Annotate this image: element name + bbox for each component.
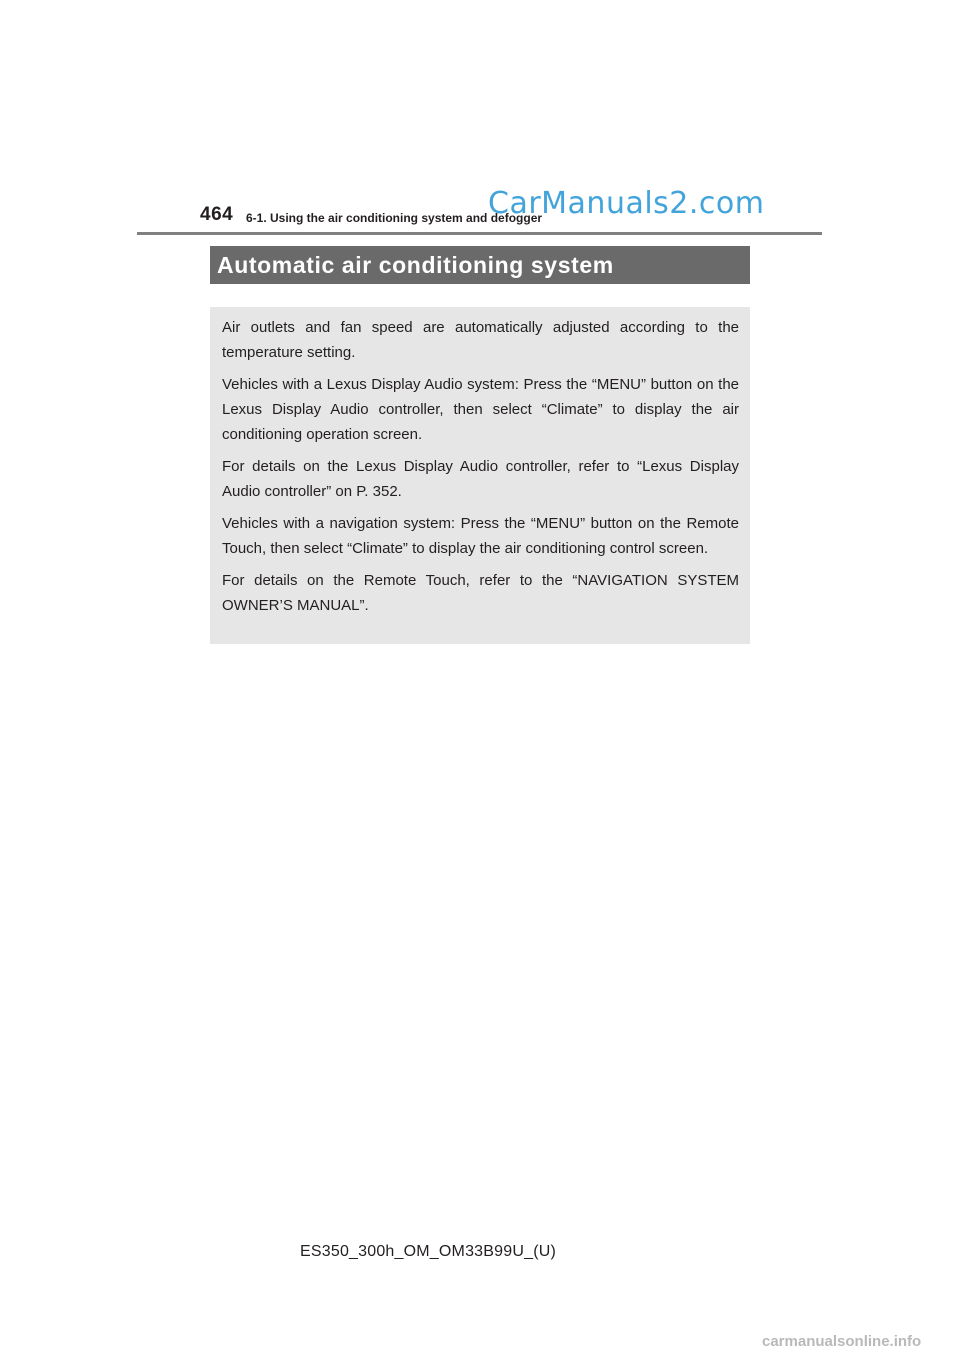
info-paragraph-1: Air outlets and fan speed are automatically adjusted according to the temperature setting. bbox=[222, 319, 739, 361]
header-rule bbox=[137, 232, 822, 235]
info-paragraph-2: Vehicles with a Lexus Display Audio system: Press the “MENU” button on the Lexus Display Audio controller, then select “Climate” to display the air conditioning operation screen. bbox=[222, 376, 739, 443]
top-watermark: CarManuals2.com bbox=[488, 186, 765, 221]
info-paragraph-3: For details on the Lexus Display Audio controller, refer to “Lexus Display Audio controller” on P. 352. bbox=[222, 458, 739, 500]
document-code: ES350_300h_OM_OM33B99U_(U) bbox=[300, 1243, 557, 1260]
section-title: Automatic air conditioning system bbox=[217, 251, 614, 278]
info-paragraph-4: Vehicles with a navigation system: Press the “MENU” button on the Remote Touch, then select “Climate” to display the air conditioning control screen. bbox=[222, 515, 739, 557]
info-box bbox=[210, 307, 750, 644]
section-reference: 6-1. Using the air conditioning system and defogger bbox=[246, 211, 543, 225]
info-paragraph-5: For details on the Remote Touch, refer to the “NAVIGATION SYSTEM OWNER’S MANUAL”. bbox=[222, 572, 739, 614]
section-title-bar bbox=[210, 246, 750, 284]
bottom-watermark: carmanualsonline.info bbox=[762, 1333, 922, 1350]
page-number: 464 bbox=[200, 204, 234, 225]
